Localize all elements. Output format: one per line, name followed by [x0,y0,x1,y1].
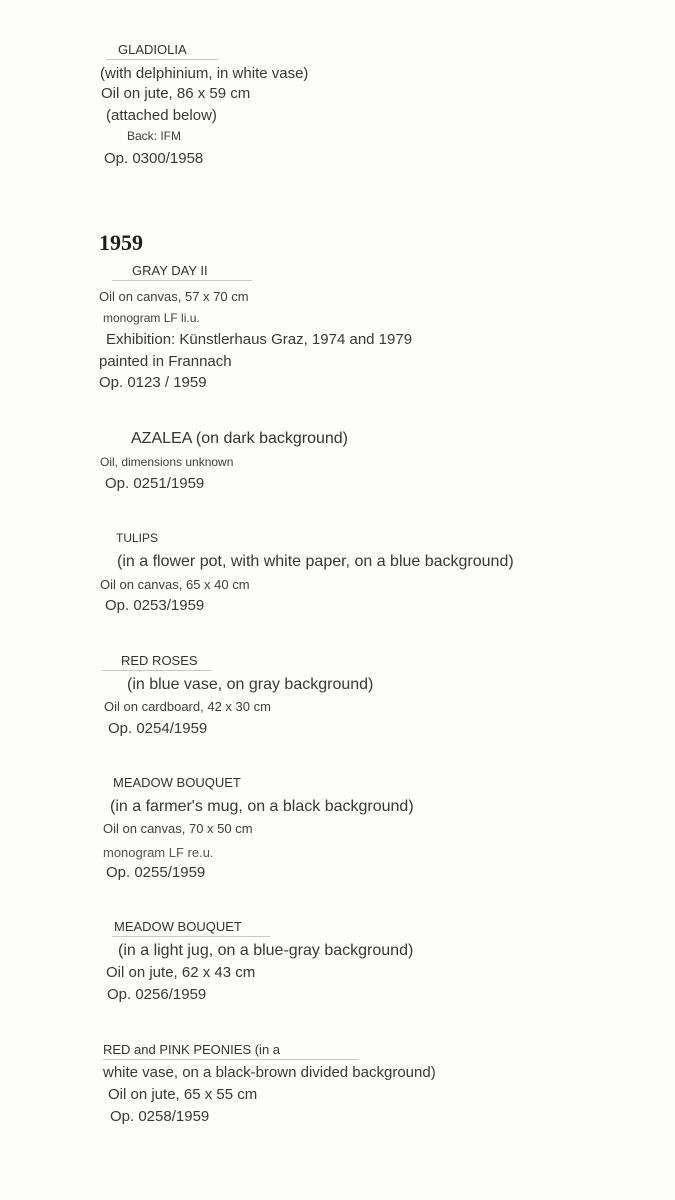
entry-title: AZALEA (on dark background) [131,430,349,447]
entry-line: Exhibition: Künstlerhaus Graz, 1974 and 1979 [106,331,413,348]
entry-line: Op. 0300/1958 [104,150,204,167]
entry-line: Op. 0253/1959 [105,597,205,614]
entry-line: Oil, dimensions unknown [100,455,234,469]
underline [103,1059,359,1060]
entry-line: Oil on jute, 65 x 55 cm [108,1086,258,1103]
entry-title: GLADIOLIA [118,42,187,57]
entry-line: monogram LF re.u. [103,845,214,860]
entry-line: Oil on jute, 86 x 59 cm [101,85,251,102]
entry-line: Op. 0251/1959 [105,475,205,492]
entry-line: (attached below) [106,107,217,124]
entry-line: Op. 0123 / 1959 [99,374,207,391]
entry-line: painted in Frannach [99,353,232,370]
entry-line: Oil on cardboard, 42 x 30 cm [104,699,271,714]
underline [106,59,218,60]
entry-title: RED and PINK PEONIES (in a [103,1042,281,1057]
entry-line: Oil on canvas, 70 x 50 cm [103,821,253,836]
entry-title: MEADOW BOUQUET [114,919,242,934]
entry-line: (in a farmer's mug, on a black background) [110,798,414,815]
entry-line: Op. 0256/1959 [107,986,207,1003]
entry-line: Op. 0254/1959 [108,720,208,737]
entry-line: (in a light jug, on a blue-gray background) [118,942,414,959]
entry-title: MEADOW BOUQUET [113,775,241,790]
entry-line: Op. 0255/1959 [106,864,206,881]
entry-line: Oil on canvas, 57 x 70 cm [99,289,249,304]
entry-line: Back: IFM [127,129,182,143]
entry-line: (in blue vase, on gray background) [127,676,374,693]
entry-title: RED ROSES [121,653,198,668]
year-heading: 1959 [99,230,143,255]
entry-line: Oil on jute, 62 x 43 cm [106,964,256,981]
underline [112,936,270,937]
entry-line: Op. 0258/1959 [110,1108,210,1125]
entry-line: Oil on canvas, 65 x 40 cm [100,577,250,592]
underline [112,280,252,281]
entry-title: GRAY DAY II [132,263,208,278]
entry-title: TULIPS [116,531,159,545]
entry-line: (in a flower pot, with white paper, on a blue background) [117,553,514,570]
underline [102,670,212,671]
entry-line: white vase, on a black-brown divided background) [103,1064,436,1081]
entry-line: (with delphinium, in white vase) [100,65,309,82]
entry-line: monogram LF li.u. [103,311,200,325]
